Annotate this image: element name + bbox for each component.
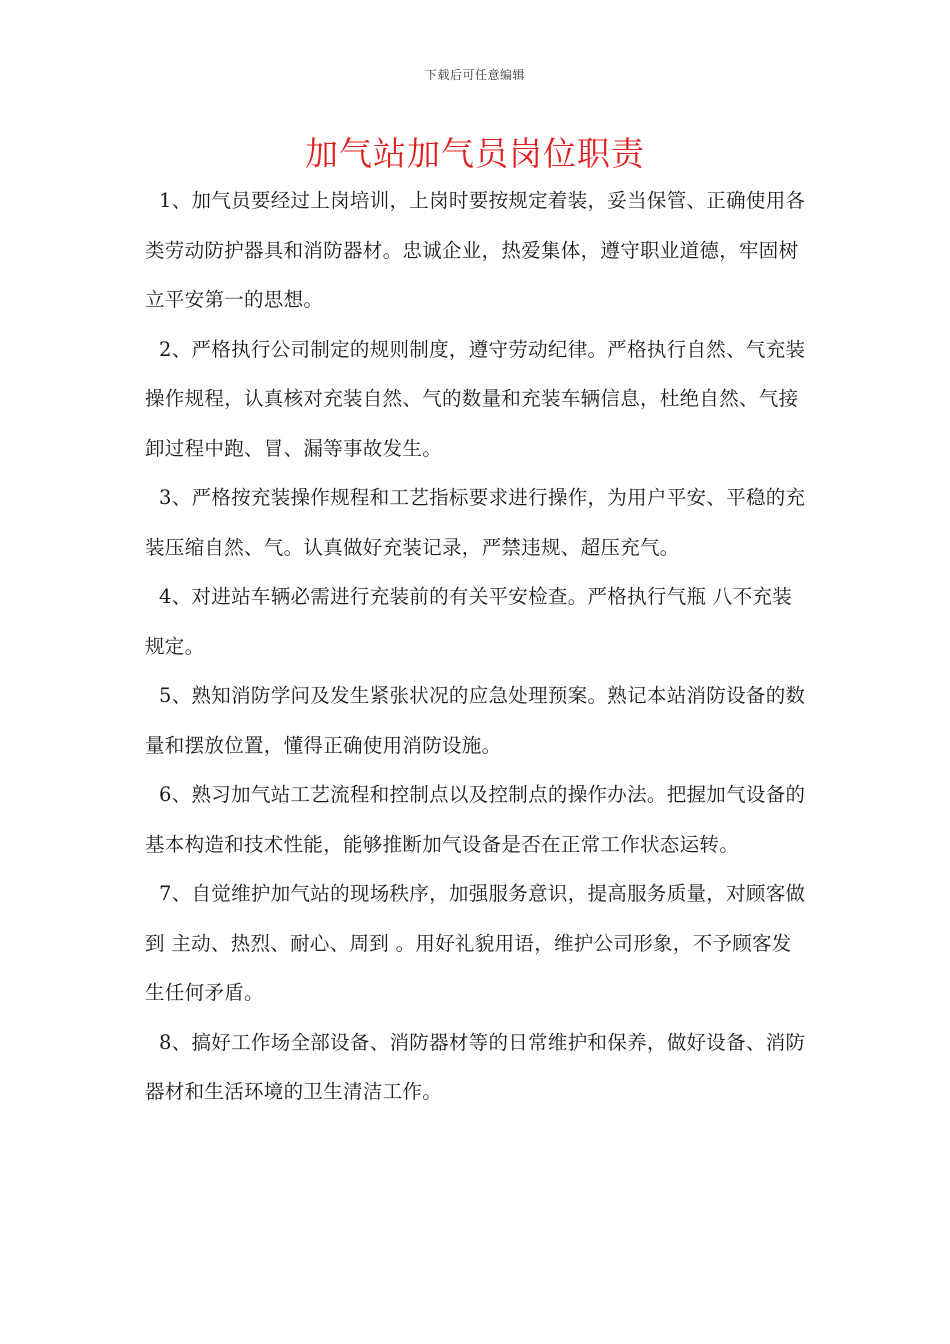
duty-item-5: 5、熟知消防学问及发生紧张状况的应急处理预案。熟记本站消防设备的数量和摆放位置，懂得正确使用消防设施。 [145, 684, 806, 757]
duty-item-4: 4、对进站车辆必需进行充装前的有关平安检查。严格执行气瓶 八不充装 规定。 [145, 585, 793, 658]
document-title: 加气站加气员岗位职责 [305, 134, 645, 173]
duty-item-3: 3、严格按充装操作规程和工艺指标要求进行操作，为用户平安、平稳的充装压缩自然、气。认真做好充装记录，严禁违规、超压充气。 [145, 486, 806, 559]
duty-item-6: 6、熟习加气站工艺流程和控制点以及控制点的操作办法。把握加气设备的基本构造和技术性能，能够推断加气设备是否在正常工作状态运转。 [145, 783, 806, 856]
duty-item-2: 2、严格执行公司制定的规则制度，遵守劳动纪律。严格执行自然、气充装操作规程，认真核对充装自然、气的数量和充装车辆信息，杜绝自然、气接卸过程中跑、冒、漏等事故发生。 [145, 337, 806, 460]
duty-item-7: 7、自觉维护加气站的现场秩序，加强服务意识，提高服务质量，对顾客做到 主动、热烈、耐心、周到 。用好礼貌用语，维护公司形象，不予顾客发生任何矛盾。 [145, 882, 806, 1004]
duty-item-8: 8、搞好工作场全部设备、消防器材等的日常维护和保养，做好设备、消防器材和生活环境的卫生清洁工作。 [145, 1030, 806, 1103]
duty-item-1: 1、加气员要经过上岗培训，上岗时要按规定着装，妥当保管、正确使用各类劳动防护器具和消防器材。忠诚企业，热爱集体，遵守职业道德，牢固树立平安第一的思想。 [145, 189, 806, 311]
document-body [145, 176, 810, 1117]
page-header-note: 下载后可任意编辑 [424, 68, 525, 82]
